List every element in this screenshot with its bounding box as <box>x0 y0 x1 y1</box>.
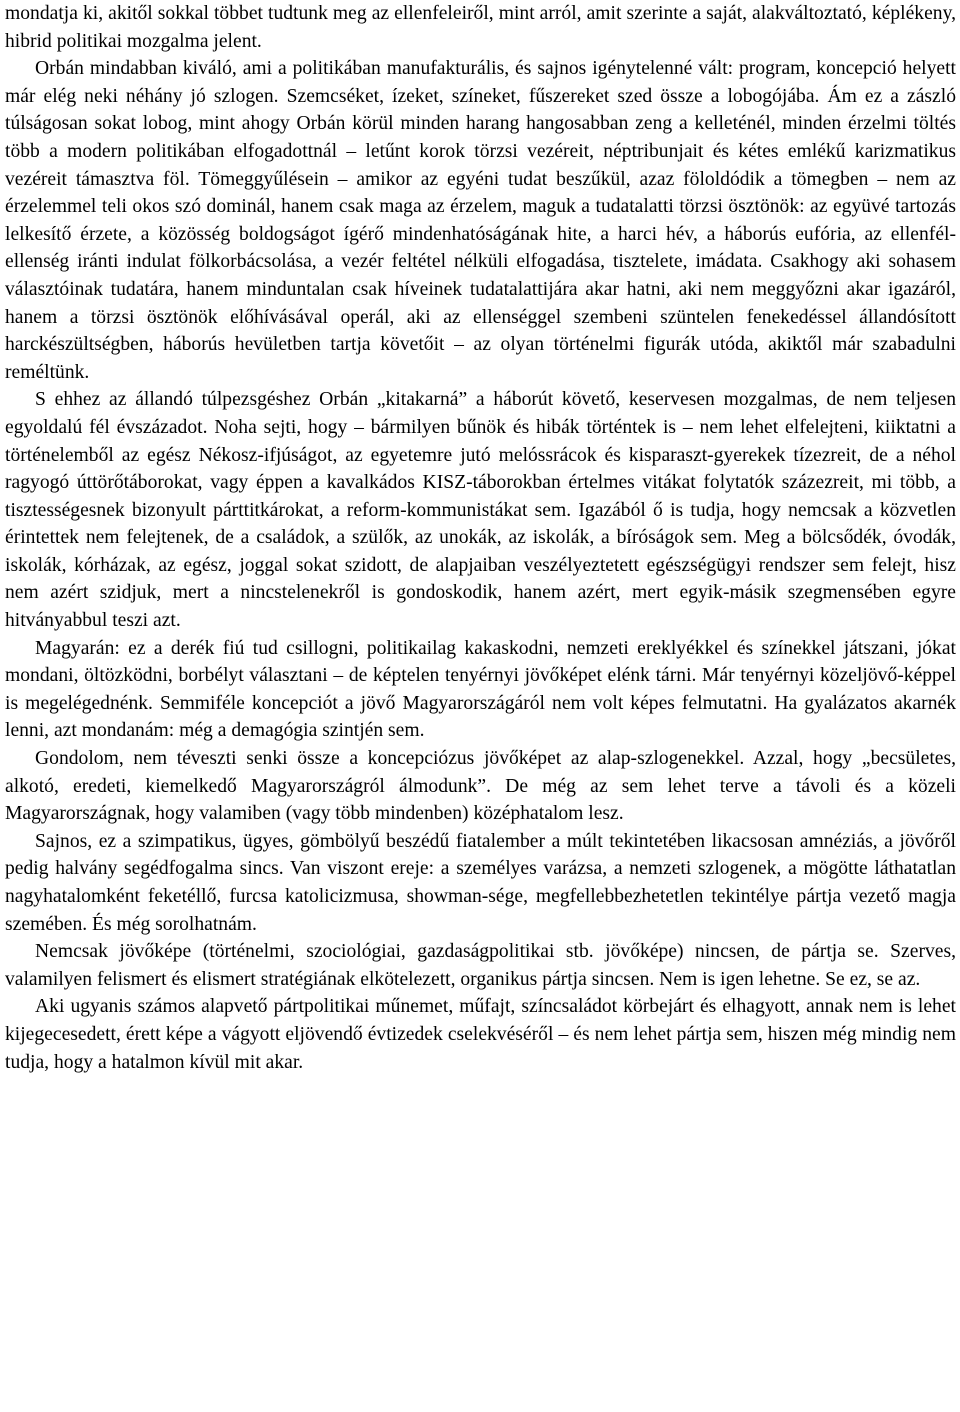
paragraph-3: S ehhez az állandó túlpezsgéshez Orbán „kitakarná” a háborút követő, keservesen mozgalmas, de nem teljesen egyoldalú fél évszázadot. Noha sejti, hogy – bármilyen bűnök és hibák történtek is – nem lehet elfelejteni, kiiktatni a történelemből az egész Nékosz-ifjúságot, az egyetemre jutó melóssrácok és kisparaszt-gyerekek tízezreit, de a néhol ragyogó úttörőtáborokat, vagy éppen a kavalkádos KISZ-táborokban értelmes vitákat folytatók százezreit, mi több, a tisztességesnek bizonyult párttitkárokat, a reform-kommunistákat sem. Igazából ő is tudja, hogy nemcsak a közvetlen érintettek nem felejtenek, de a családok, a szülők, az unokák, az iskolák, a bíróságok sem. Meg a bölcsődék, óvodák, iskolák, kórházak, az egész, joggal sokat szidott, de alapjaiban veszélyeztetett egészségügyi rendszer sem felejt, hisz nem azért szidjuk, mert a nincstelenekről is gondoskodik, hanem azért, mert egyik-másik szegmensében egyre hitványabbul teszi azt. <box>5 389 956 632</box>
paragraph-8: Aki ugyanis számos alapvető pártpolitikai műnemet, műfajt, színcsaládot körbejárt és elhagyott, annak nem is lehet kijegecesedett, érett képe a vágyott eljövendő évtizedek cselekvéséről – és nem lehet pártja sem, hiszen még mindig nem tudja, hogy a hatalmon kívül mit akar. <box>5 996 956 1073</box>
document-page <box>5 0 956 1076</box>
paragraph-6: Sajnos, ez a szimpatikus, ügyes, gömbölyű beszédű fiatalember a múlt tekintetében likacsosan amnéziás, a jövőről pedig halvány segédfogalma sincs. Van viszont ereje: a személyes varázsa, a nemzeti szlogenek, a mögötte láthatatlan nagyhatalomként feketéllő, furcsa katolicizmusa, showman-sége, megfellebbezhetetlen tekintélye pártja vezető magja szemében. És még sorolhatnám. <box>5 830 956 935</box>
paragraph-2: Orbán mindabban kiváló, ami a politikában manufakturális, és sajnos igénytelenné vált: program, koncepció helyett már elég neki néhány jó szlogen. Szemcséket, ízeket, színeket, fűszereket szed össze a lobogójába. Ám ez a zászló túlságosan sokat lobog, mint ahogy Orbán körül minden harang hangosabban zeng a kelleténél, minden érzelmi töltés több a modern politikában elfogadottnál – letűnt korok törzsi vezéreit, néptribunjait és kétes emlékű karizmatikus vezéreit támasztva föl. Tömeggyűlésein – amikor az egyéni tudat beszűkül, azaz föloldódik a tömegben – nem az érzelemmel teli okos szó dominál, hanem csak maga az érzelem, maguk a tudatalatti törzsi ösztönök: az együvé tartozás lelkesítő érzete, a közösség boldogságot ígérő mindenhatóságának hite, a harci hév, a háborús eufória, az ellenfél-ellenség iránti indulat fölkorbácsolása, a vezér feltétel nélküli elfogadása, tisztelete, imádata. Csakhogy aki sohasem választóinak tudatára, hanem minduntalan csak híveinek tudatalattijára akar hatni, aki nem meggyőzni akar igazáról, hanem a törzsi ösztönök előhívásával operál, aki az ellenséggel szembeni szüntelen fenekedéssel állandósított harckészültségben, háborús hevületben tartja követőit – az olyan történelmi figurák utóda, akiktől már szabadulni reméltünk. <box>5 58 956 383</box>
paragraph-4: Magyarán: ez a derék fiú tud csillogni, politikailag kakaskodni, nemzeti ereklyékkel és színekkel játszani, jókat mondani, öltözködni, borbélyt választani – de képtelen tenyérnyi jövőképet elénk tárni. Már tenyérnyi közeljövő-képpel is megelégednénk. Semmiféle koncepciót a jövő Magyarországáról nem volt képes felmutatni. Ha gyalázatos akarnék lenni, azt mondanám: még a demagógia szintjén sem. <box>5 637 956 742</box>
paragraph-7: Nemcsak jövőképe (történelmi, szociológiai, gazdaságpolitikai stb. jövőképe) nincsen, de pártja se. Szerves, valamilyen felismert és elismert stratégiának elkötelezett, organikus pártja sincsen. Nem is igen lehetne. Se ez, se az. <box>5 941 956 990</box>
paragraph-5: Gondolom, nem téveszti senki össze a koncepciózus jövőképet az alap-szlogenekkel. Azzal, hogy „becsületes, alkotó, eredeti, kiemelkedő Magyarországról álmodunk”. De még az sem lehet terve a távoli és a közeli Magyarországnak, hogy valamiben (vagy több mindenben) középhatalom lesz. <box>5 748 956 825</box>
paragraph-1: mondatja ki, akitől sokkal többet tudtunk meg az ellenfeleiről, mint arról, amit szerinte a saját, alakváltoztató, képlékeny, hibrid politikai mozgalma jelent. <box>5 3 956 52</box>
